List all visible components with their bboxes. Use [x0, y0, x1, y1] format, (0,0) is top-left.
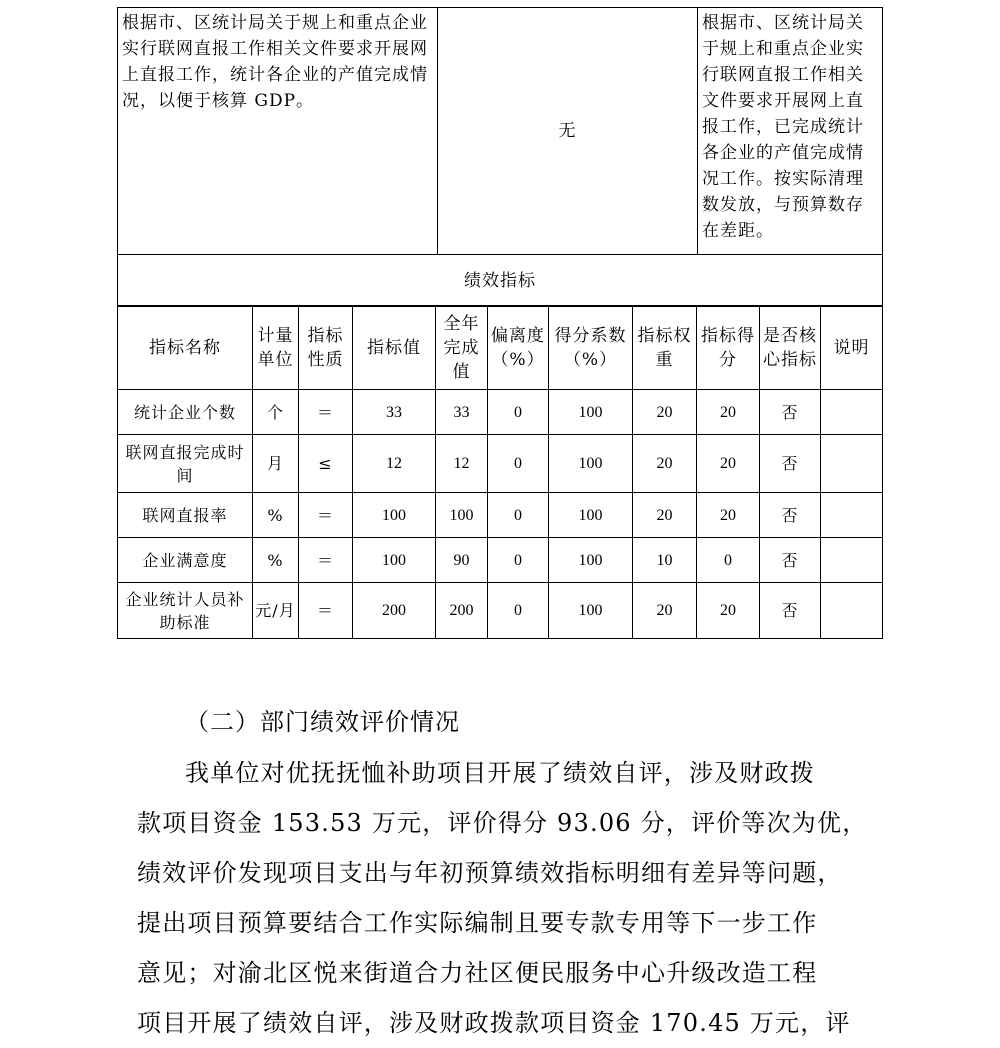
performance-indicators-label: 绩效指标	[118, 255, 883, 307]
deviation: 0	[488, 583, 549, 639]
table-row	[118, 493, 883, 538]
annual-value: 90	[436, 538, 488, 583]
score-coefficient: 100	[549, 538, 633, 583]
work-content-cell: 根据市、区统计局关于规上和重点企业实行联网直报工作相关文件要求开展网上直报工作，统计各企业的产值完成情况，以便于核算 GDP。	[118, 8, 438, 255]
section-title: （二）部门绩效评价情况	[185, 708, 460, 736]
weight: 20	[633, 435, 697, 493]
header-score: 指标得分	[697, 306, 760, 390]
annual-value: 200	[436, 583, 488, 639]
indicator-name: 联网直报完成时间	[118, 435, 253, 493]
nature: ＝	[299, 390, 353, 435]
unit: 个	[253, 390, 299, 435]
paragraph-line: 绩效评价发现项目支出与年初预算绩效指标明细有差异等问题，	[137, 859, 843, 887]
unit: %	[253, 538, 299, 583]
notes	[821, 583, 883, 639]
score: 20	[697, 583, 760, 639]
header-score-coefficient: 得分系数（%）	[549, 306, 633, 390]
header-nature: 指标性质	[299, 306, 353, 390]
annual-value: 12	[436, 435, 488, 493]
indicator-table	[117, 305, 883, 639]
core-indicator: 否	[760, 493, 821, 538]
header-weight: 指标权重	[633, 306, 697, 390]
deviation: 0	[488, 493, 549, 538]
weight: 20	[633, 583, 697, 639]
weight: 20	[633, 390, 697, 435]
core-indicator: 否	[760, 538, 821, 583]
notes	[821, 390, 883, 435]
score: 20	[697, 493, 760, 538]
unit: 元/月	[253, 583, 299, 639]
header-deviation: 偏离度（%）	[488, 306, 549, 390]
table-row	[118, 538, 883, 583]
target-value: 100	[353, 493, 436, 538]
core-indicator: 否	[760, 435, 821, 493]
target-value: 12	[353, 435, 436, 493]
score-coefficient: 100	[549, 493, 633, 538]
target-value: 33	[353, 390, 436, 435]
indicator-name: 联网直报率	[118, 493, 253, 538]
core-indicator: 否	[760, 583, 821, 639]
paragraph-line: 意见；对渝北区悦来街道合力社区便民服务中心升级改造工程	[137, 959, 818, 987]
header-core-indicator: 是否核心指标	[760, 306, 821, 390]
header-unit: 计量单位	[253, 306, 299, 390]
table-row	[118, 435, 883, 493]
notes	[821, 435, 883, 493]
nature: ≤	[299, 435, 353, 493]
weight: 10	[633, 538, 697, 583]
deviation: 0	[488, 538, 549, 583]
indicator-name: 企业满意度	[118, 538, 253, 583]
unit: 月	[253, 435, 299, 493]
weight: 20	[633, 493, 697, 538]
target-value: 100	[353, 538, 436, 583]
score-coefficient: 100	[549, 583, 633, 639]
nature: ＝	[299, 583, 353, 639]
table-row	[118, 583, 883, 639]
header-target-value: 指标值	[353, 306, 436, 390]
nature: ＝	[299, 538, 353, 583]
paragraph-line: 款项目资金 153.53 万元，评价得分 93.06 分，评价等次为优，	[137, 809, 868, 837]
indicator-name: 企业统计人员补助标准	[118, 583, 253, 639]
score: 20	[697, 390, 760, 435]
completion-status-cell: 根据市、区统计局关于规上和重点企业实行联网直报工作相关文件要求开展网上直报工作，已完成统计各企业的产值完成情况工作。按实际清理数发放，与预算数存在差距。	[698, 8, 883, 255]
score: 20	[697, 435, 760, 493]
score-coefficient: 100	[549, 435, 633, 493]
unit: %	[253, 493, 299, 538]
indicator-name: 统计企业个数	[118, 390, 253, 435]
deviation: 0	[488, 435, 549, 493]
annual-value: 100	[436, 493, 488, 538]
nature: ＝	[299, 493, 353, 538]
score-coefficient: 100	[549, 390, 633, 435]
paragraph-line: 提出项目预算要结合工作实际编制且要专款专用等下一步工作	[137, 909, 818, 937]
score: 0	[697, 538, 760, 583]
indicator-header-row	[118, 306, 883, 390]
notes	[821, 538, 883, 583]
header-annual-value: 全年完成值	[436, 306, 488, 390]
table-row	[118, 390, 883, 435]
paragraph-line: 我单位对优抚抚恤补助项目开展了绩效自评，涉及财政拨	[185, 759, 815, 787]
project-summary-table	[117, 7, 883, 307]
middle-cell: 无	[438, 8, 698, 255]
header-notes: 说明	[821, 306, 883, 390]
deviation: 0	[488, 390, 549, 435]
header-indicator-name: 指标名称	[118, 306, 253, 390]
notes	[821, 493, 883, 538]
paragraph-line: 项目开展了绩效自评，涉及财政拨款项目资金 170.45 万元，评	[137, 1009, 851, 1037]
core-indicator: 否	[760, 390, 821, 435]
annual-value: 33	[436, 390, 488, 435]
target-value: 200	[353, 583, 436, 639]
